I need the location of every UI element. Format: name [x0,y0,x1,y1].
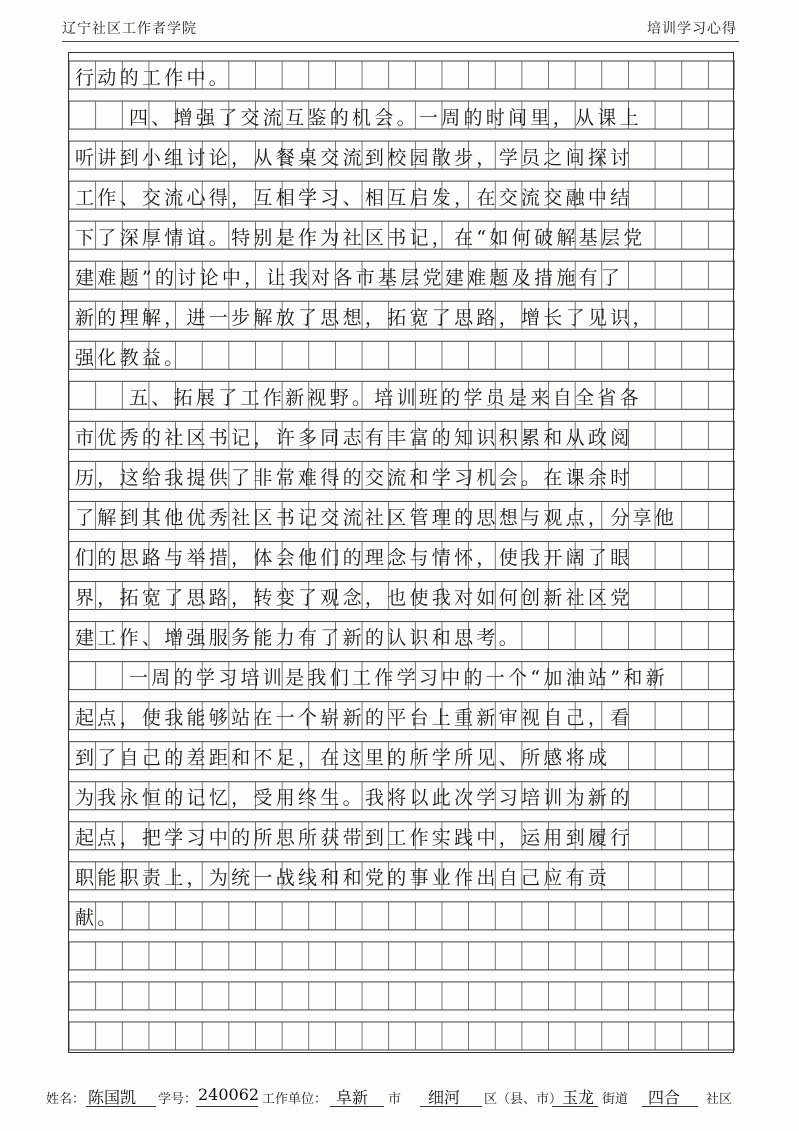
text-line: 五、拓展了工作新视野。培训班的学员是来自全省各 [129,386,642,409]
name-label: 姓名： [46,1092,86,1107]
text-line: 界，拓宽了思路，转变了观念，也使我对如何创新社区党 [75,587,633,610]
text-line: 下了深厚情谊。特别是作为社区书记，在“如何破解基层党 [75,226,646,249]
name-underline [86,1106,156,1107]
text-line: 职能职责上，为统一战线和和党的事业作出自己应有贡 [75,867,611,890]
street-suffix: 街道 [602,1092,629,1107]
text-line: 们的思路与举措，体会他们的理念与情怀，使我开阔了眼 [75,546,633,569]
community-underline [642,1106,698,1107]
id-label: 学号： [158,1092,198,1107]
street-underline [552,1106,598,1107]
text-line: 新的理解，进一步解放了思想，拓宽了思路，增长了见识， [75,306,655,329]
text-line: 行动的工作中。 [75,66,232,89]
street-value: 玉龙 [562,1088,595,1107]
institution-name: 辽宁社区工作者学院 [62,21,197,37]
writing-grid [68,52,734,1053]
text-line: 听讲到小组讨论，从餐桌交流到校园散步，学员之间探讨 [75,146,633,169]
community-suffix: 社区 [706,1092,733,1107]
id-underline [196,1106,258,1107]
header-rule [62,41,739,42]
text-line [69,944,735,970]
text-line: 了解到其他优秀社区书记交流社区管理的思想与观点，分享他 [75,506,678,529]
text-line: 建工作、增强服务能力有了新的认识和思考。 [75,627,522,650]
district-suffix: 区（县、市） [484,1092,563,1107]
page-header [0,0,799,44]
text-line [69,1024,735,1050]
name-value: 陈国凯 [88,1088,137,1107]
text-line: 建难题”的讨论中，让我对各市基层党建难题及措施有了 [75,266,624,289]
city-underline [330,1106,384,1107]
text-line: 强化教益。 [75,346,187,369]
district-value: 细河 [428,1088,461,1107]
text-line: 市优秀的社区书记，许多同志有丰富的知识积累和从政阅 [75,426,633,449]
document-type: 培训学习心得 [647,21,737,37]
id-value: 240062 [198,1085,260,1104]
text-line: 历，这给我提供了非常难得的交流和学习机会。在课余时 [75,466,633,489]
text-line: 工作、交流心得，互相学习、相互启发，在交流交融中结 [75,186,633,209]
text-line [69,984,735,1010]
text-line: 起点，把学习中的所思所获带到工作实践中，运用到履行 [75,827,633,850]
community-value: 四合 [648,1088,681,1107]
unit-label: 工作单位： [262,1092,328,1107]
text-line: 四、增强了交流互鉴的机会。一周的时间里，从课上 [129,106,642,129]
city-suffix: 市 [388,1092,402,1107]
text-line: 为我永恒的记忆，受用终生。我将以此次学习培训为新的 [75,787,633,810]
city-value: 阜新 [336,1088,369,1107]
text-line: 献。 [75,907,120,930]
text-line: 到了自己的差距和不足，在这里的所学所见、所感将成 [75,747,611,770]
text-line: 起点，使我能够站在一个崭新的平台上重新审视自己，看 [75,707,633,730]
text-line: 一周的学习培训是我们工作学习中的一个“加油站”和新 [129,667,668,690]
signature-footer [46,1080,766,1110]
district-underline [420,1106,482,1107]
